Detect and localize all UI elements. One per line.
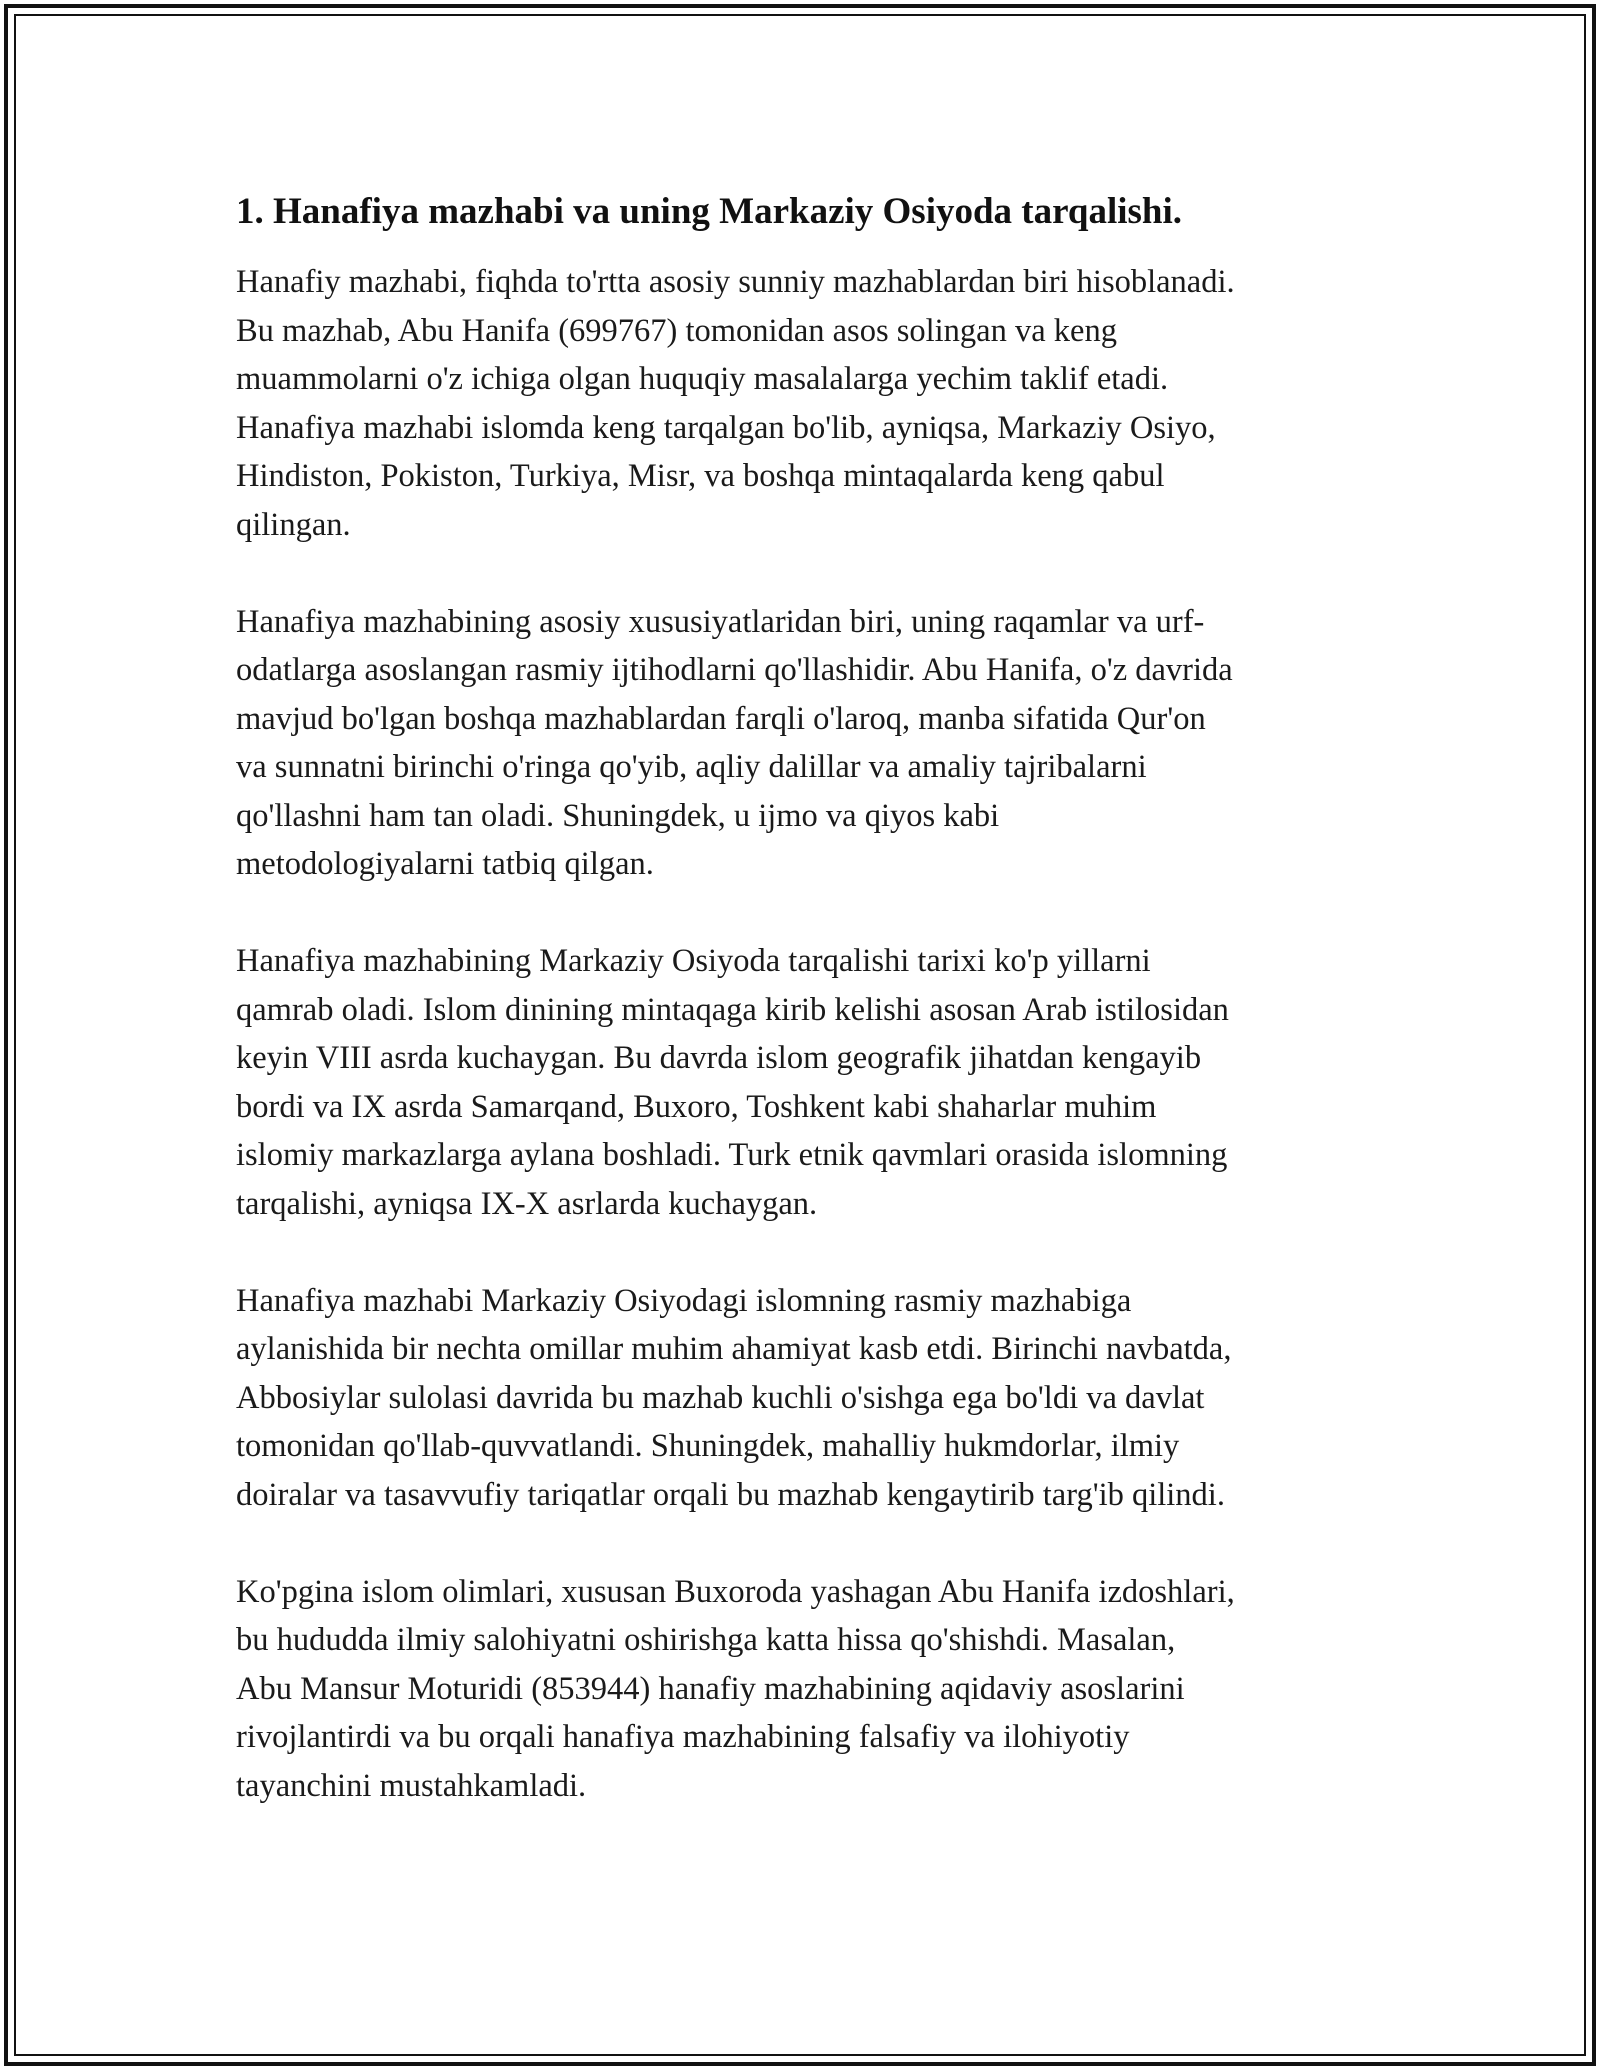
text-line: qamrab oladi. Islom dinining mintaqaga kirib kelishi asosan Arab istilosidan [236,991,1229,1028]
paragraph-1 [236,258,1376,549]
text-line: Hindiston, Pokiston, Turkiya, Misr, va boshqa mintaqalarda keng qabul [236,458,1165,494]
text-line: muammolarni o'z ichiga olgan huquqiy masalalarga yechim taklif etadi. [236,361,1169,397]
document-body [236,188,1376,1810]
text-line: rivojlantirdi va bu orqali hanafiya mazhabining falsafiy va ilohiyotiy [236,1719,1130,1755]
text-line: bu hududda ilmiy salohiyatni oshirishga katta hissa qo'shishdi. Masalan, [236,1622,1176,1658]
text-line: keyin VIII asrda kuchaygan. Bu davrda islom geografik jihatdan kengayib [236,1040,1202,1076]
paragraph-4 [236,1277,1376,1520]
text-line: Hanafiy mazhabi, fiqhda to'rtta asosiy sunniy mazhablardan biri hisoblanadi. [236,264,1235,300]
text-line: qo'llashni ham tan oladi. Shuningdek, u ijmo va qiyos kabi [236,797,1000,834]
text-line: metodologiyalarni tatbiq qilgan. [236,846,654,882]
text-line: Hanafiya mazhabi Markaziy Osiyodagi islomning rasmiy mazhabiga [236,1282,1132,1319]
text-line: Hanafiya mazhabining Markaziy Osiyoda tarqalishi tarixi ko'p yillarni [236,943,1151,979]
text-line: va sunnatni birinchi o'ringa qo'yib, aqliy dalillar va amaliy tajribalarni [236,749,1147,785]
text-line: Hanafiya mazhabining asosiy xususiyatlaridan biri, uning raqamlar va urf- [236,603,1205,640]
text-line: tayanchini mustahkamladi. [236,1767,587,1804]
text-line: Hanafiya mazhabi islomda keng tarqalgan bo'lib, ayniqsa, Markaziy Osiyo, [236,409,1216,446]
text-line: Bu mazhab, Abu Hanifa (699767) tomonidan asos solingan va keng [236,312,1117,349]
text-line: tomonidan qo'llab-quvvatlandi. Shuningdek, mahalliy hukmdorlar, ilmiy [236,1428,1180,1464]
text-line: Ko'pgina islom olimlari, xususan Buxoroda yashagan Abu Hanifa izdoshlari, [236,1573,1235,1610]
paragraph-3 [236,937,1376,1228]
text-line: aylanishida bir nechta omillar muhim ahamiyat kasb etdi. Birinchi navbatda, [236,1331,1232,1367]
text-line: odatlarga asoslangan rasmiy ijtihodlarni qo'llashidir. Abu Hanifa, o'z davrida [236,652,1233,688]
paragraph-5 [236,1568,1376,1811]
text-line: mavjud bo'lgan boshqa mazhablardan farqli o'laroq, manba sifatida Qur'on [236,700,1206,737]
text-line: doiralar va tasavvufiy tariqatlar orqali bu mazhab kengaytirib targ'ib qilindi. [236,1476,1225,1513]
text-line: bordi va IX asrda Samarqand, Buxoro, Toshkent kabi shaharlar muhim [236,1088,1157,1125]
text-line: Abu Mansur Moturidi (853944) hanafiy mazhabining aqidaviy asoslarini [236,1670,1185,1707]
text-line: Abbosiylar sulolasi davrida bu mazhab kuchli o'sishga ega bo'ldi va davlat [236,1379,1205,1416]
text-line: tarqalishi, ayniqsa IX-X asrlarda kuchaygan. [236,1185,818,1222]
paragraph-2 [236,598,1376,889]
text-line: qilingan. [236,506,351,543]
section-heading: 1. Hanafiya mazhabi va uning Markaziy Osiyoda tarqalishi. [236,191,1183,232]
text-line: islomiy markazlarga aylana boshladi. Turk etnik qavmlari orasida islomning [236,1137,1228,1173]
